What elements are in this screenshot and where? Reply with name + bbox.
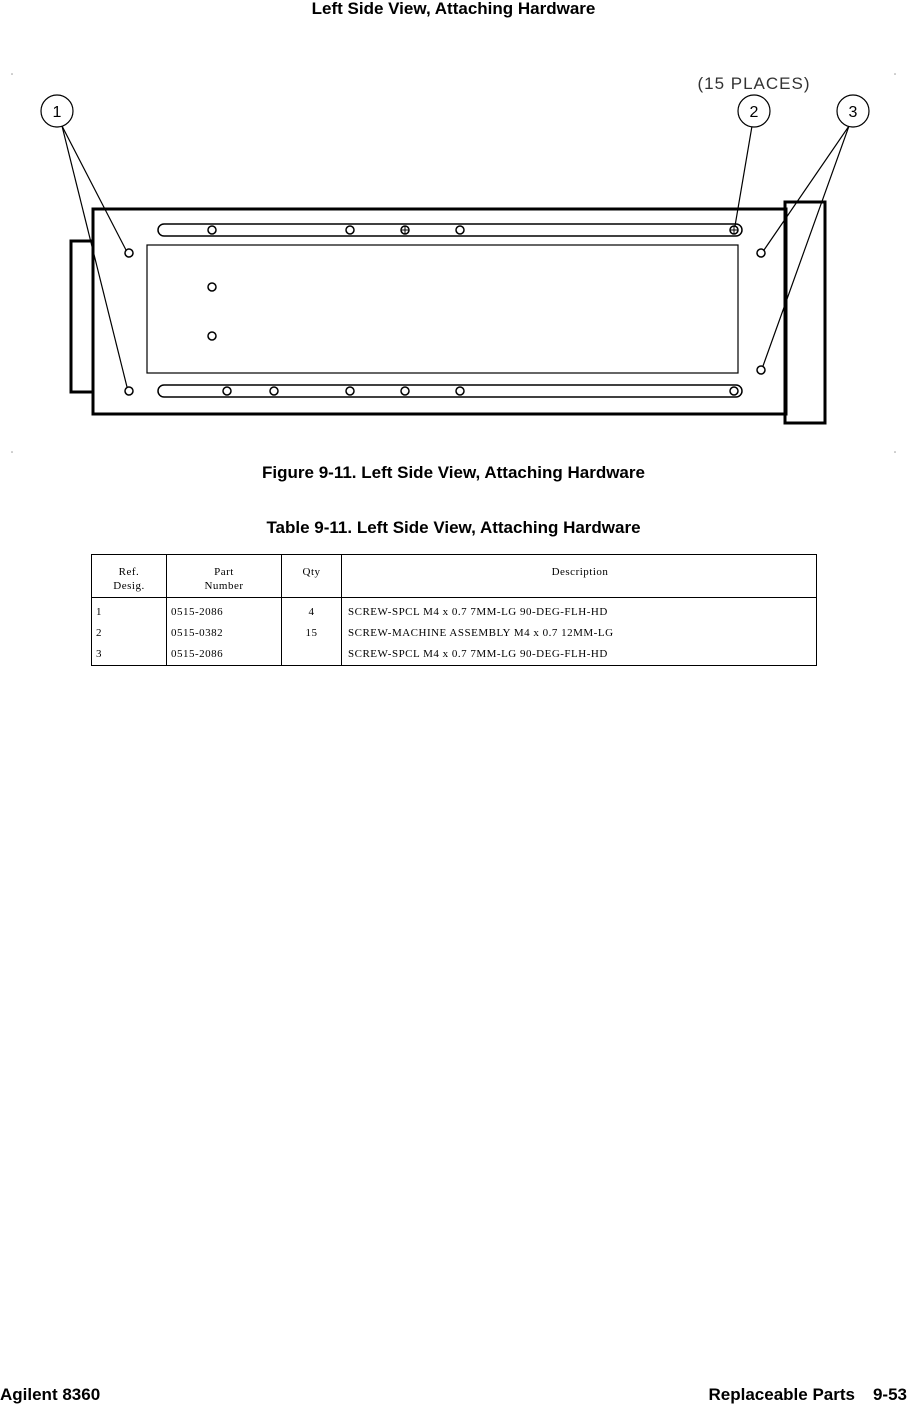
col-ref-desig: Ref. Desig.: [92, 555, 167, 598]
screw-hole: [757, 366, 765, 374]
screw-hole: [757, 249, 765, 257]
cell-ref: 3: [92, 644, 167, 666]
cell-part-number: 0515-2086: [167, 598, 282, 624]
screw-hole: [208, 226, 216, 234]
left-flange: [71, 241, 93, 392]
figure-caption: Figure 9-11. Left Side View, Attaching Hardware: [262, 463, 645, 482]
cell-description: SCREW-SPCL M4 x 0.7 7MM-LG 90-DEG-FLH-HD: [342, 598, 817, 624]
screw-hole: [223, 387, 231, 395]
cell-qty: [282, 644, 342, 666]
inner-panel: [147, 245, 738, 373]
right-frame: [785, 202, 825, 423]
cell-description: SCREW-SPCL M4 x 0.7 7MM-LG 90-DEG-FLH-HD: [342, 644, 817, 666]
col-description: Description: [342, 555, 817, 598]
cell-qty: 15: [282, 623, 342, 644]
chassis-outline: [93, 209, 786, 414]
screw-hole: [125, 387, 133, 395]
page-header-title: Left Side View, Attaching Hardware: [311, 0, 596, 18]
footer-section: [691, 1385, 907, 1405]
left-side-view-drawing: [0, 60, 907, 460]
screw-hole: [401, 387, 409, 395]
screw-hole: [208, 283, 216, 291]
table-row: [92, 598, 817, 624]
table-title: Table 9-11. Left Side View, Attaching Hardware: [266, 518, 641, 537]
screw-hole: [346, 226, 354, 234]
cell-qty: 4: [282, 598, 342, 624]
screw-hole: [125, 249, 133, 257]
col-qty: Qty: [282, 555, 342, 598]
footer-product: Agilent 8360: [0, 1385, 101, 1404]
bottom-rail: [158, 385, 742, 397]
parts-table: [91, 554, 817, 666]
places-note: (15 PLACES): [697, 74, 811, 93]
table-header-row: [92, 555, 817, 598]
cell-ref: 2: [92, 623, 167, 644]
table-row: [92, 644, 817, 666]
cell-part-number: 0515-0382: [167, 623, 282, 644]
top-rail: [158, 224, 742, 236]
footer-section-name: Replaceable Parts: [708, 1385, 855, 1404]
screw-hole: [346, 387, 354, 395]
table-row: [92, 623, 817, 644]
screw-hole: [456, 226, 464, 234]
cell-ref: 1: [92, 598, 167, 624]
callout-1: 1: [52, 104, 62, 121]
footer-page-number: 9-53: [872, 1385, 907, 1404]
screw-hole: [270, 387, 278, 395]
screw-hole: [730, 387, 738, 395]
screw-hole: [456, 387, 464, 395]
callout-2: 2: [749, 104, 759, 121]
col-part-number: Part Number: [167, 555, 282, 598]
screw-hole: [208, 332, 216, 340]
cell-description: SCREW-MACHINE ASSEMBLY M4 x 0.7 12MM-LG: [342, 623, 817, 644]
cell-part-number: 0515-2086: [167, 644, 282, 666]
callout-3: 3: [848, 104, 858, 121]
